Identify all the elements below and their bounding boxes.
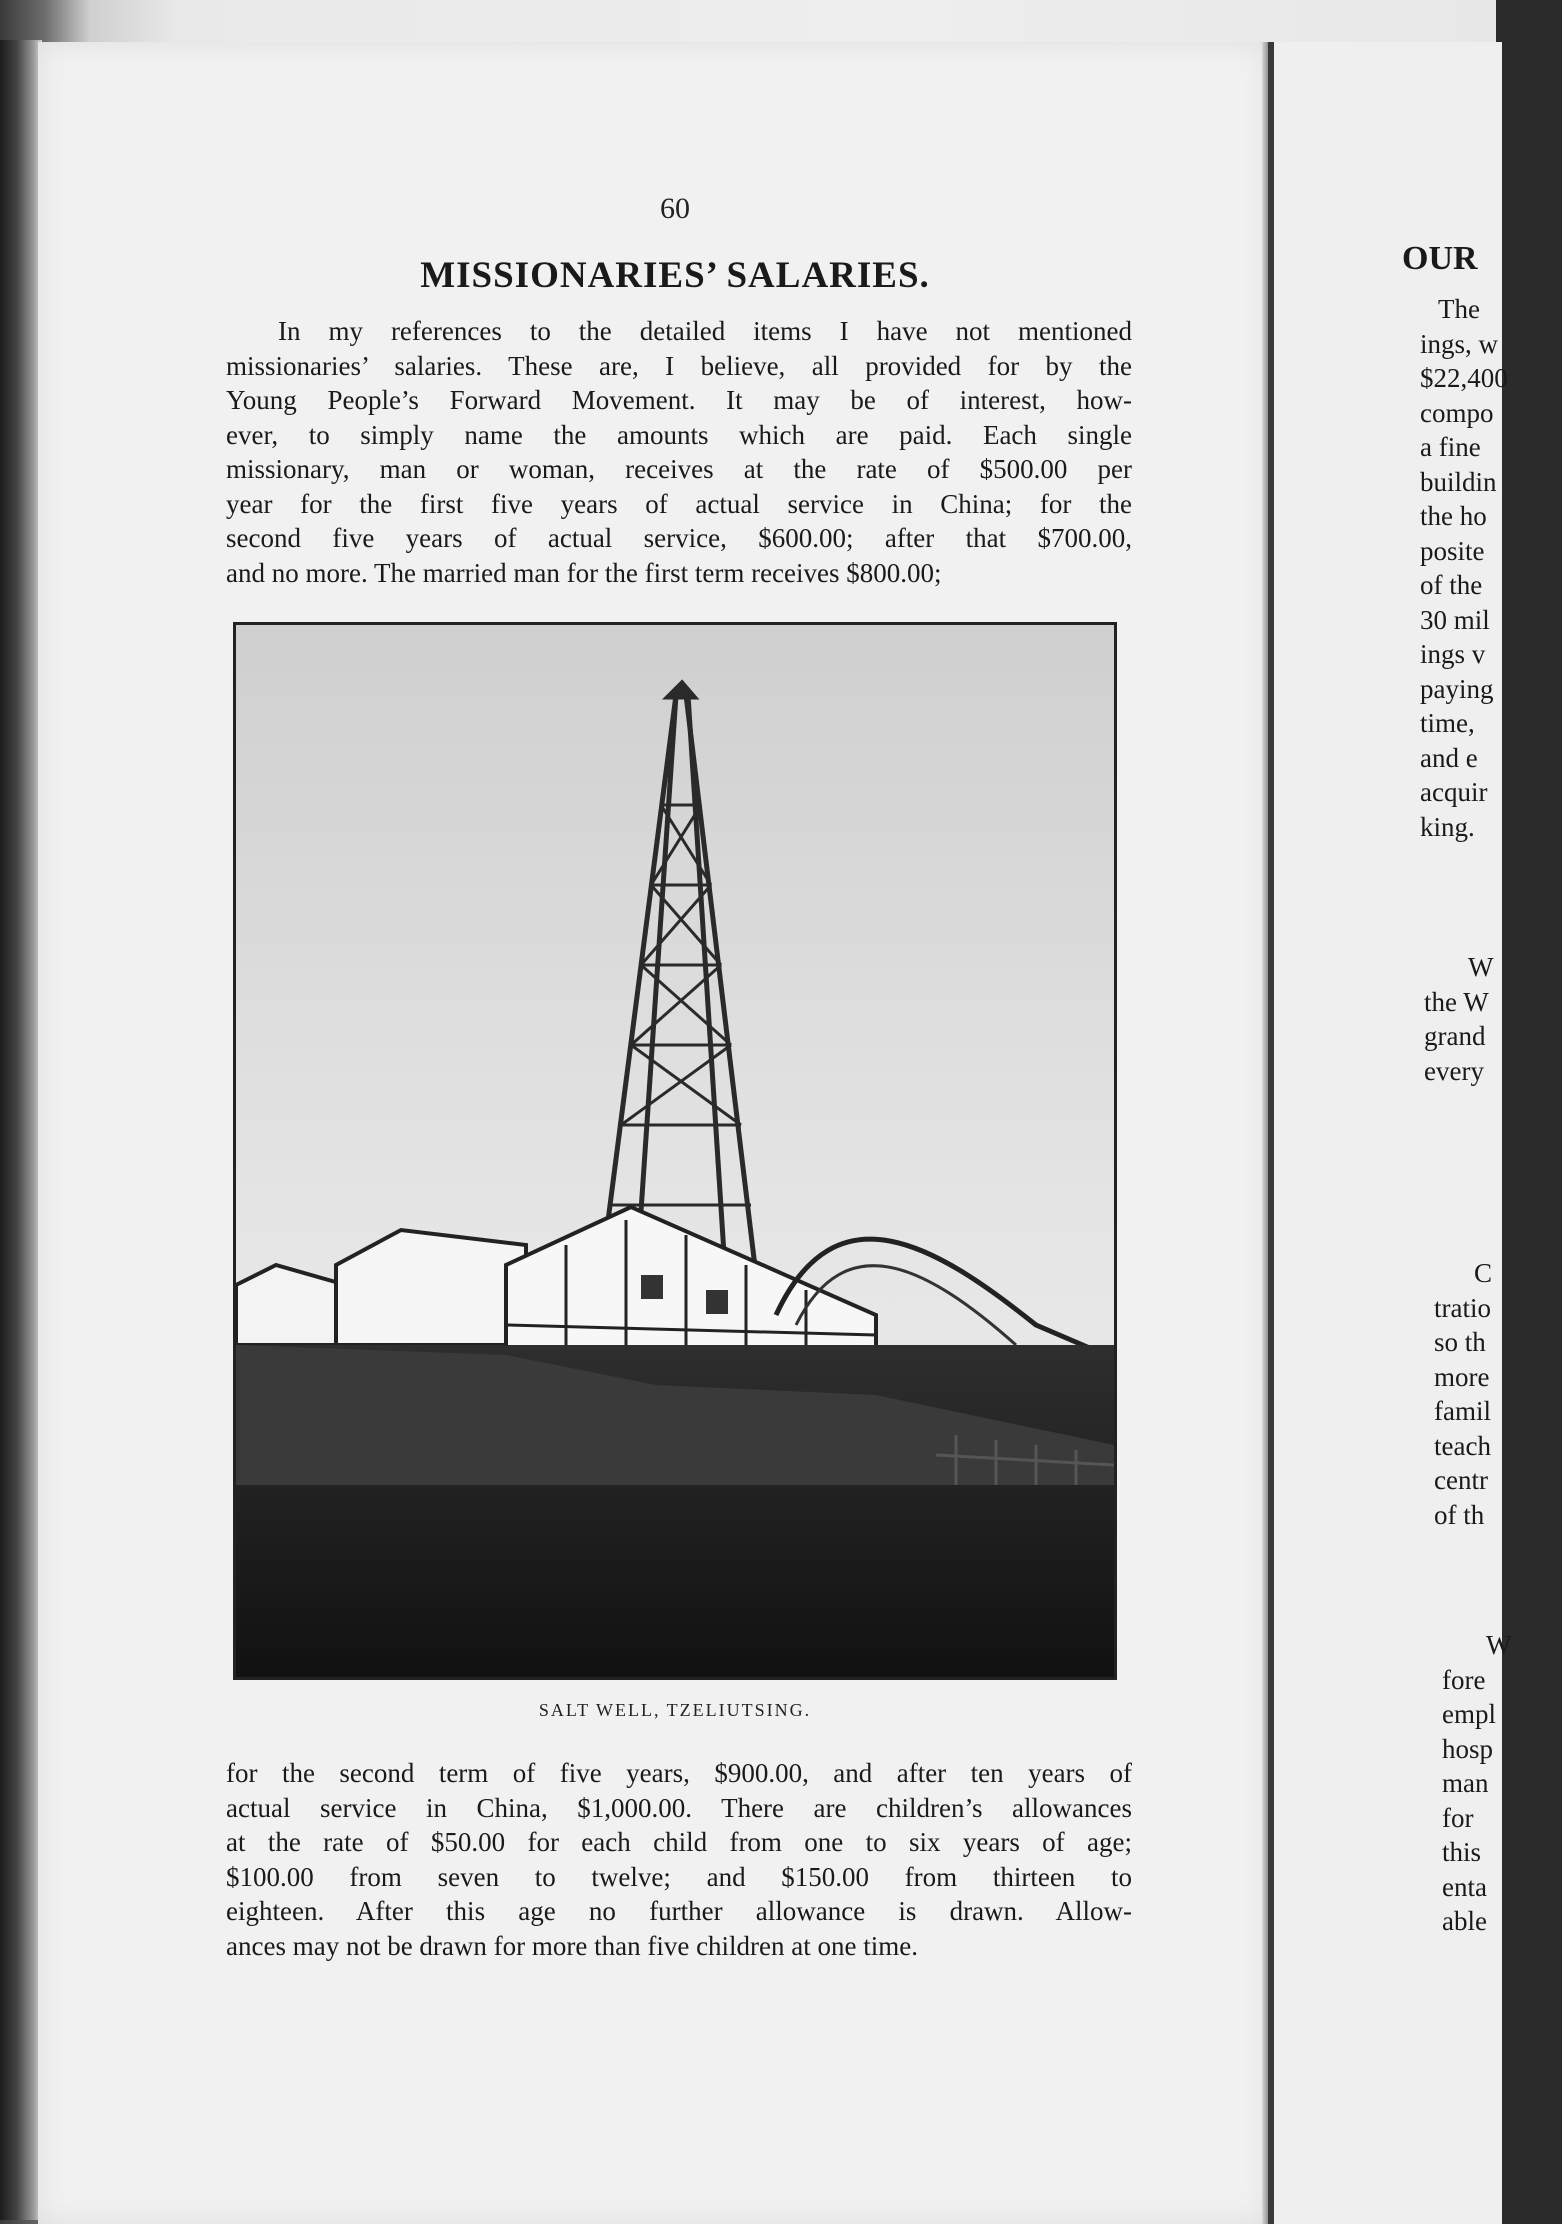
text-line: the ho	[1420, 501, 1487, 531]
text-line: posite	[1420, 535, 1485, 566]
text-line: at the rate of $50.00 for each child from one to six years of age;	[226, 1827, 1132, 1857]
book-edge	[0, 40, 42, 2220]
text-line: In my references to the detailed items I have not mentioned	[278, 316, 1132, 346]
text-line: hosp	[1442, 1733, 1494, 1764]
right-page-title: OUR	[1402, 240, 1478, 277]
text-line: Young People’s Forward Movement. It may be of interest, how-	[226, 385, 1132, 415]
right-block-2	[1424, 950, 1544, 1088]
salt-well-photo	[233, 622, 1117, 1680]
text-line: acquir	[1420, 777, 1488, 807]
text-line: 30 mil	[1420, 604, 1490, 635]
text-line: teach	[1434, 1430, 1491, 1461]
photo-caption: SALT WELL, TZELIUTSING.	[538, 1700, 812, 1720]
text-line: tratio	[1434, 1292, 1491, 1323]
paragraph-allowances	[226, 1756, 1132, 1963]
right-block-4	[1442, 1628, 1562, 1939]
text-line: and e	[1420, 742, 1478, 773]
text-line: paying	[1420, 673, 1494, 704]
text-line: ever, to simply name the amounts which are paid. Each single	[226, 419, 1132, 450]
text-line: so th	[1434, 1327, 1486, 1357]
text-line: fore	[1442, 1664, 1486, 1695]
text-line: king.	[1420, 811, 1475, 842]
paragraph-salaries	[226, 314, 1132, 590]
page-number: 60	[660, 192, 690, 225]
text-line: ings, w	[1420, 328, 1499, 359]
text-line: grand	[1424, 1021, 1486, 1051]
text-line: centr	[1434, 1465, 1488, 1495]
text-line: buildin	[1420, 466, 1497, 497]
text-line: time,	[1420, 708, 1475, 738]
text-line: able	[1442, 1906, 1487, 1936]
text-line: of th	[1434, 1499, 1485, 1530]
text-line: empl	[1442, 1699, 1496, 1729]
text-line: compo	[1420, 397, 1494, 428]
text-line: W	[1486, 1630, 1512, 1660]
page-title: MISSIONARIES’ SALARIES.	[420, 255, 930, 296]
text-line: ings v	[1420, 639, 1486, 669]
text-line: ances may not be drawn for more than five children at one time.	[226, 1930, 918, 1961]
text-line: second five years of actual service, $600.00; after that $700.00,	[226, 523, 1132, 553]
text-line: this	[1442, 1837, 1482, 1867]
text-line: year for the first five years of actual service in China; for the	[226, 488, 1132, 519]
right-block-3	[1434, 1256, 1554, 1532]
text-line: man	[1442, 1768, 1489, 1798]
text-line: $100.00 from seven to twelve; and $150.00 from thirteen to	[226, 1861, 1132, 1892]
salt-well-illustration	[236, 625, 1114, 1677]
text-line: famil	[1434, 1396, 1491, 1426]
text-line: and no more. The married man for the first term receives $800.00;	[226, 557, 942, 588]
right-block-1	[1420, 292, 1540, 844]
text-line: actual service in China, $1,000.00. There are children’s allowances	[226, 1792, 1132, 1823]
text-line: for the second term of five years, $900.00, and after ten years of	[226, 1758, 1132, 1788]
text-line: a fine	[1420, 432, 1481, 462]
text-line: enta	[1442, 1871, 1487, 1902]
text-line: W	[1468, 952, 1494, 982]
text-line: eighteen. After this age no further allowance is drawn. Allow-	[226, 1896, 1132, 1926]
text-line: missionary, man or woman, receives at the rate of $500.00 per	[226, 454, 1132, 484]
text-line: for	[1442, 1802, 1474, 1833]
text-line: C	[1474, 1258, 1493, 1288]
text-line: $22,400	[1420, 363, 1508, 393]
text-line: The	[1438, 294, 1480, 324]
text-line: the W	[1424, 986, 1489, 1017]
text-line: of the	[1420, 570, 1483, 600]
text-line: every	[1424, 1055, 1484, 1086]
text-line: missionaries’ salaries. These are, I believe, all provided for by the	[226, 350, 1132, 381]
text-line: more	[1434, 1361, 1490, 1392]
